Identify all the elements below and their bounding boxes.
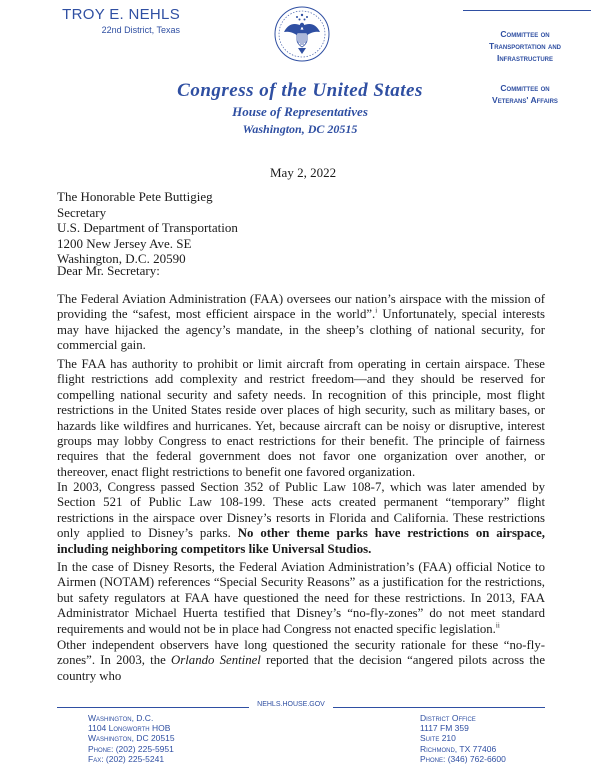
recipient-address: The Honorable Pete Buttigieg Secretary U.S. Department of Transportation 1200 New Jersey Ave. SE Washington, D.C. 20590 (57, 189, 238, 266)
letter-date: May 2, 2022 (270, 165, 337, 180)
committee-veterans: Committee on Veterans' Affairs (492, 83, 558, 105)
footer-divider-left (57, 707, 249, 708)
salutation: Dear Mr. Secretary: (57, 263, 160, 278)
paragraph-2: The FAA has authority to prohibit or limit aircraft from operating in certain airspace. These flight restrictions add complexity and restrict freedom—and they should be reserved for compelling national security and safety needs. In recognition of this principle, most flight restrictions in the United States reside over places of high security, such as military bases, or hazards like wildfires and hurricanes. Yet, because aircraft can be noisy or disruptive, interest groups may lobby Congress to enact restrictions for their benefit. The principle of fairness requires that the federal government does not favor one organization over another, or thereover, enact flight restrictions to benefit one favored organization. (57, 357, 545, 479)
paragraph-1: The Federal Aviation Administration (FAA) oversees our nation’s airspace with the mission of providing the “safest, most efficient airspace in the world”.$^i$ Unfortunately, special interests may have hijacked the agency’s mandate, in the sheep’s clothing of national security, for commercial gain. (57, 292, 545, 353)
congress-title: Congress of the United States (177, 80, 423, 101)
committee-transportation: Committee on Transportation and Infrastructure (489, 29, 561, 63)
paragraph-3: In 2003, Congress passed Section 352 of Public Law 108-7, which was later amended by Section 521 of Public Law 108-199. These acts created permanent “temporary” flight restrictions in the airspace over Disney’s resorts in Florida and California. These restrictions only applied to Disney’s parks. No other theme parks have restrictions on airspace, including neighboring competitors like Universal Studios. (57, 480, 545, 556)
endnote-ref[interactable]: ii (495, 621, 500, 630)
endnote-ref[interactable]: i (375, 307, 378, 316)
house-title: House of Representatives (232, 104, 368, 119)
footer-divider-right (333, 707, 545, 708)
emphasis-text: No other theme parks have restrictions on airspace, including neighboring competitors like Universal Studios. (57, 526, 545, 556)
dc-office-address: Washington, D.C. 1104 Longworth HOB Washington, DC 20515 Phone: (202) 225-5951 Fax: (202) 225-5241 (88, 713, 175, 764)
great-seal-eagle-icon (274, 6, 330, 62)
city-line: Washington, DC 20515 (242, 122, 358, 136)
paragraph-4: In the case of Disney Resorts, the Federal Aviation Administration’s (FAA) official Notice to Airmen (NOTAM) references “Special Security Reasons” as a justification for the restrictions, but safety regulators at FAA have questioned the need for these restrictions. In 2013, FAA Administrator Michael Huerta testified that Disney’s “no-fly-zones” do not meet standard requirements and would not be in place had Congress not enacted specific legislation.$^{ii}$ (57, 560, 545, 636)
footer-website-link[interactable]: NEHLS.HOUSE.GOV (257, 701, 325, 708)
committee-divider (463, 10, 591, 11)
rep-name: TROY E. NEHLS (62, 6, 180, 23)
district-office-address: District Office 1117 FM 359 Suite 210 Richmond, TX 77406 Phone: (346) 762-6600 (420, 713, 506, 764)
rep-district: 22nd District, Texas (101, 25, 180, 35)
paragraph-5: Other independent observers have long questioned the security rationale for these “no-fly-zones”. In 2003, the Orlando Sentinel reported that the decision “angered pilots across the country who (57, 638, 545, 683)
publication-name: Orlando Sentinel (171, 653, 261, 668)
